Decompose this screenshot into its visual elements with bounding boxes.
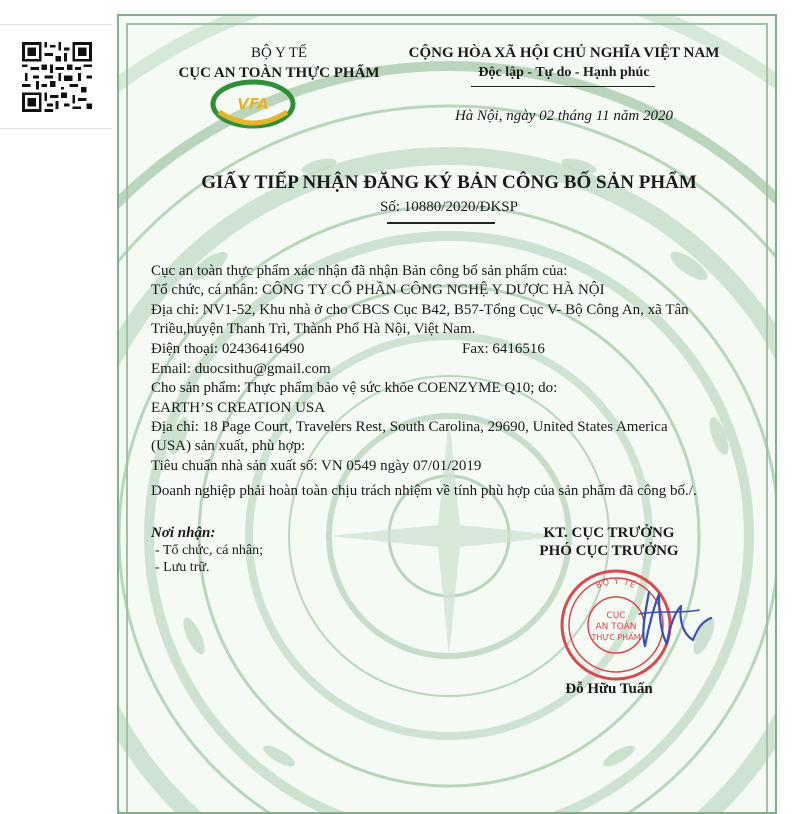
stamp-line-1: CỤC (606, 611, 626, 621)
motto-underline (471, 86, 655, 87)
document-title: GIẤY TIẾP NHẬN ĐĂNG KÝ BẢN CÔNG BỐ SẢN PHẨM (201, 172, 697, 193)
recipient-item: - Lưu trữ. (155, 560, 210, 575)
svg-text:VFA: VFA (237, 95, 269, 113)
vfa-logo-icon (209, 78, 297, 130)
phone-line: Điện thoại: 02436416490 (151, 341, 305, 357)
recipient-item: - Tổ chức, cá nhân; (155, 543, 264, 558)
document-number: Số: 10880/2020/ĐKSP (380, 199, 518, 215)
republic-name: CỘNG HÒA XÃ HỘI CHỦ NGHĨA VIỆT NAM (408, 45, 720, 61)
title-underline (387, 222, 495, 224)
national-motto: Độc lập - Tự do - Hạnh phúc (478, 65, 650, 80)
stamp-line-3: THỰC PHẨM (591, 633, 641, 642)
agency-name: CỤC AN TOÀN THỰC PHẨM (178, 65, 380, 81)
organization-line: Tổ chức, cá nhân: CÔNG TY CỔ PHẦN CÔNG NGHỆ Y DƯỢC HÀ NỘI (151, 282, 605, 298)
ministry-name: BỘ Y TẾ (250, 45, 308, 61)
recipients-heading: Nơi nhận: (151, 525, 216, 541)
qr-code-icon[interactable] (22, 42, 92, 112)
signer-role-1: KT. CỤC TRƯỞNG (543, 525, 675, 541)
manufacturer-address-1: Địa chỉ: 18 Page Court, Travelers Rest, South Carolina, 29690, United States America (151, 419, 668, 435)
signer-role-2: PHÓ CỤC TRƯỞNG (539, 543, 679, 559)
handwritten-signature-icon (619, 584, 719, 654)
responsibility-line: Doanh nghiệp phải hoàn toàn chịu trách nhiệm về tính phù hợp của sản phẩm đã công bố./. (151, 483, 697, 499)
address-line-2: Triều,huyện Thanh Trì, Thành Phố Hà Nội, Việt Nam. (151, 321, 476, 337)
standard-line: Tiêu chuẩn nhà sản xuất số: VN 0549 ngày 07/01/2019 (151, 458, 482, 474)
signer-name: Đỗ Hữu Tuấn (565, 681, 653, 697)
product-line: Cho sản phẩm: Thực phẩm bảo vệ sức khỏe COENZYME Q10; do: (151, 380, 558, 396)
certificate-document (117, 14, 777, 814)
stamp-line-2: AN TOÀN (595, 622, 637, 632)
separator-line (0, 128, 112, 129)
fax-line: Fax: 6416516 (462, 341, 545, 357)
place-date: Hà Nội, ngày 02 tháng 11 năm 2020 (454, 108, 674, 124)
manufacturer-line: EARTH’S CREATION USA (151, 400, 326, 416)
address-line-1: Địa chỉ: NV1-52, Khu nhà ở cho CBCS Cục B42, B57-Tổng Cục V- Bộ Công An, xã Tân (151, 302, 689, 318)
separator-line (0, 24, 112, 25)
intro-text: Cục an toàn thực phẩm xác nhận đã nhận Bản công bố sản phẩm của: (151, 263, 568, 279)
manufacturer-address-2: (USA) sản xuất, phù hợp: (151, 438, 306, 454)
email-line: Email: duocsithu@gmail.com (151, 361, 331, 377)
stamp-outer-text: BỘ Y TẾ (594, 576, 638, 591)
